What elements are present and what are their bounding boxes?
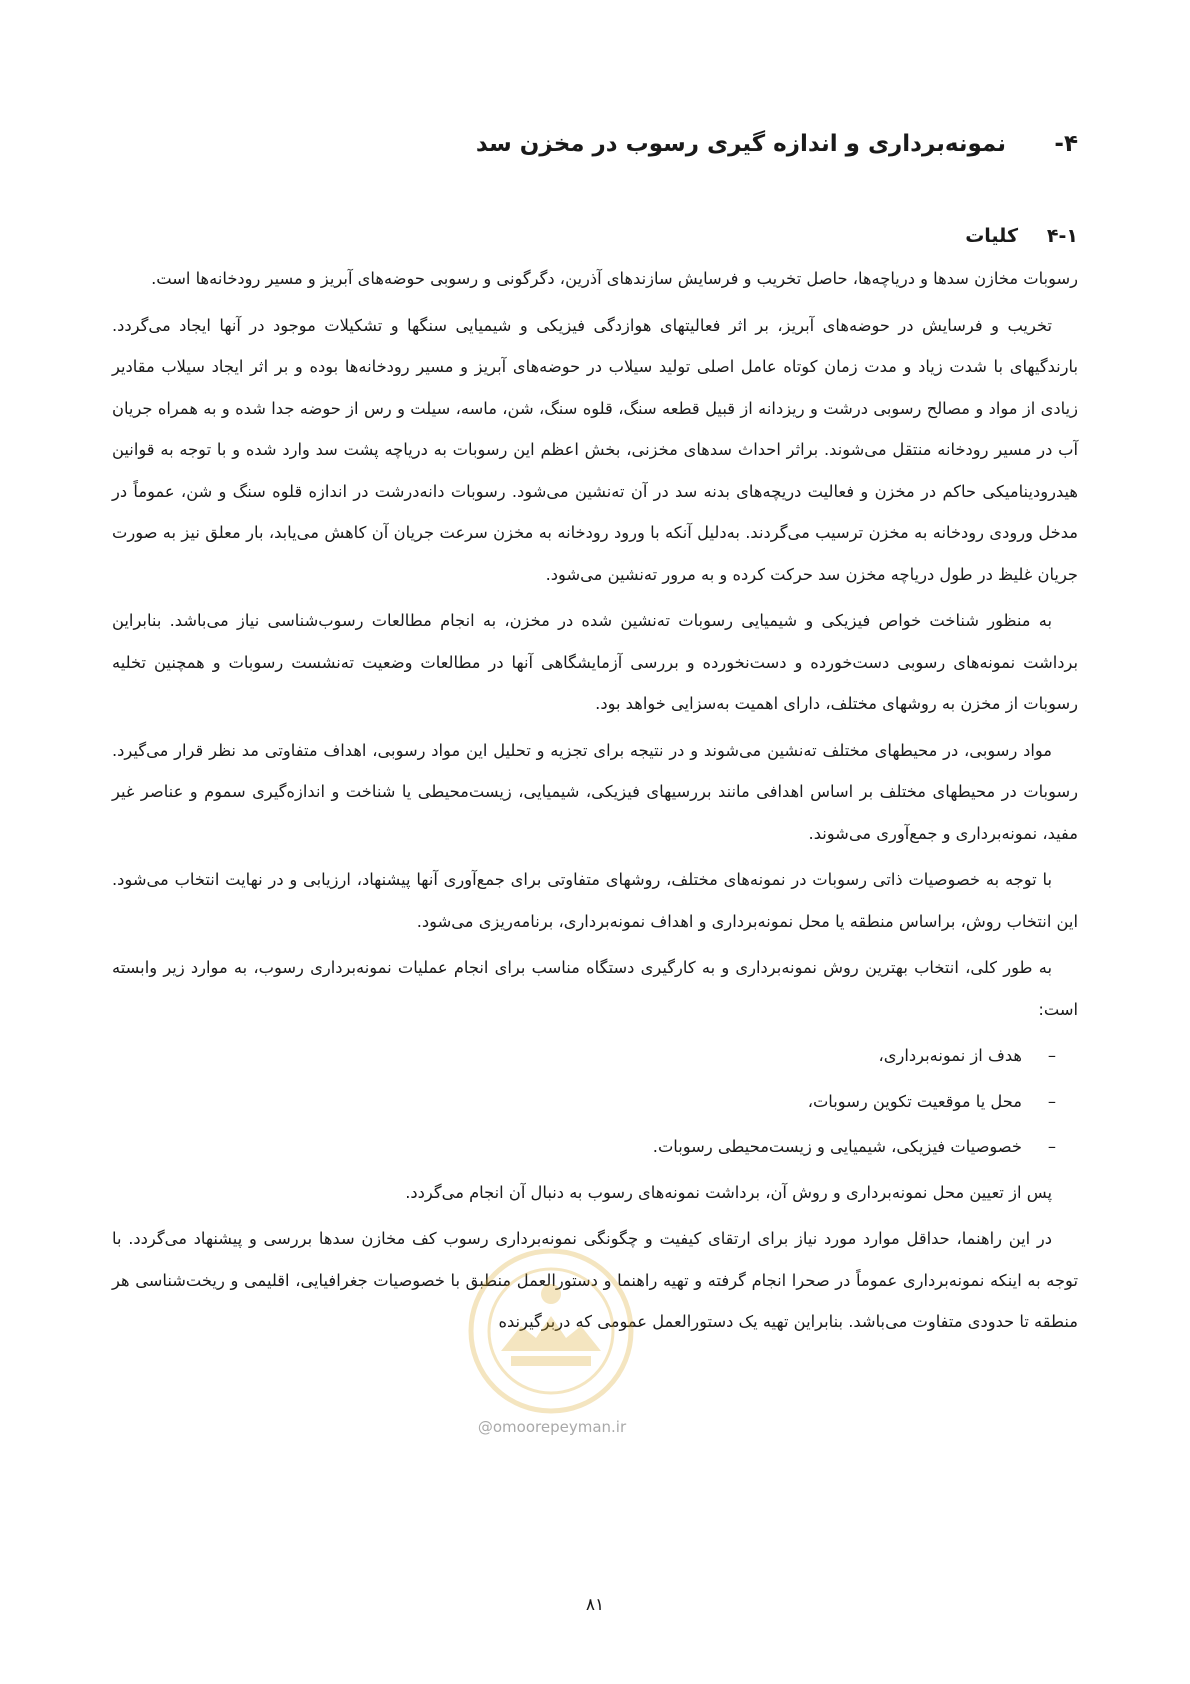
list-item xyxy=(112,1126,1056,1168)
section-heading xyxy=(112,220,1078,252)
paragraph-5: با توجه به خصوصیات ذاتی رسوبات در نمونه‌های مختلف، روشهای متفاوتی برای جمع‌آوری آنها پیشنهاد، ارزیابی و در نهایت انتخاب می‌شود. این انتخاب روش، براساس منطقه یا محل نمونه‌برداری و اهداف نمونه‌برداری، برنامه‌ریزی می‌شود. xyxy=(112,870,1078,931)
bullet-dash: – xyxy=(1047,1091,1056,1111)
bullet-text: خصوصیات فیزیکی، شیمیایی و زیست‌محیطی رسوبات. xyxy=(652,1137,1022,1156)
bullet-text: هدف از نمونه‌برداری، xyxy=(878,1046,1022,1065)
chapter-title: نمونه‌برداری و اندازه گیری رسوب در مخزن سد xyxy=(475,131,1006,157)
section-title: کلیات xyxy=(965,225,1018,247)
chapter-number: ۴- xyxy=(1054,131,1078,157)
paragraph-1: رسوبات مخازن سدها و دریاچه‌ها، حاصل تخریب و فرسایش سازندهای آذرین، دگرگونی و رسوبی حوضه‌های آبریز و مسیر رودخانه‌ها است. xyxy=(151,269,1078,288)
bullet-text: محل یا موقعیت تکوین رسوبات، xyxy=(807,1091,1022,1111)
page-number: ۸۱ xyxy=(585,1595,605,1615)
watermark-text: @omoorepeyman.ir xyxy=(477,1418,627,1436)
section-number: ۴-۱ xyxy=(1046,225,1078,247)
paragraph-6: به طور کلی، انتخاب بهترین روش نمونه‌برداری و به کارگیری دستگاه مناسب برای انجام عملیات نمونه‌برداری رسوب، به موارد زیر وابسته است: xyxy=(112,958,1078,1019)
paragraph-after-list: پس از تعیین محل نمونه‌برداری و روش آن، برداشت نمونه‌های رسوب به دنبال آن انجام می‌گردد. xyxy=(405,1182,1052,1202)
bullet-list xyxy=(112,1035,1078,1168)
list-item xyxy=(112,1081,1056,1123)
paragraph-2: تخریب و فرسایش در حوضه‌های آبریز، بر اثر فعالیتهای هوازدگی فیزیکی و شیمیایی سنگها و تشکیلات موجود در آنها ایجاد می‌گردد. بارندگیهای با شدت زیاد و مدت زمان کوتاه عامل اصلی تولید سیلاب در حوضه‌های آبریز و مسیر رودخانه‌ها بوده و بر اثر ایجاد سیلاب مقادیر زیادی از مواد و مصالح رسوبی درشت و ریزدانه از قبیل قطعه سنگ، قلوه سنگ، شن، ماسه، سیلت و رس از حوضه جدا شده و به همراه جریان آب در مسیر رودخانه منتقل می‌شوند. براثر احداث سدهای مخزنی، بخش اعظم این رسوبات به دریاچه پشت سد وارد شده و با توجه به قوانین هیدرودینامیکی حاکم در مخزن و فعالیت دریچه‌های بدنه سد در آن ته‌نشین می‌شود. رسوبات دانه‌درشت در اندازه قلوه سنگ و شن، عموماً در مدخل ورودی رودخانه به مخزن ترسیب می‌گردند. به‌دلیل آنکه با ورود رودخانه به مخزن سرعت جریان آن کاهش می‌یابد، بار معلق نیز به صورت جریان غلیظ در طول دریاچه مخزن سد حرکت کرده و به مرور ته‌نشین می‌شود. xyxy=(112,315,1078,584)
paragraph-3: به منظور شناخت خواص فیزیکی و شیمیایی رسوبات ته‌نشین شده در مخزن، به انجام مطالعات رسوب‌شناسی نیاز می‌باشد. بنابراین برداشت نمونه‌های رسوبی دست‌خورده و دست‌نخورده و بررسی آزمایشگاهی آنها در مطالعات وضعیت ته‌نشست رسوبات و همچنین تخلیه رسوبات از مخزن به روشهای مختلف، دارای اهمیت به‌سزایی خواهد بود. xyxy=(112,611,1078,713)
paragraph-final: در این راهنما، حداقل موارد مورد نیاز برای ارتقای کیفیت و چگونگی نمونه‌برداری رسوب کف مخازن سدها بررسی و پیشنهاد می‌گردد. با توجه به اینکه نمونه‌برداری عموماً در صحرا انجام گرفته و تهیه راهنما و دستورالعمل منطبق با خصوصیات جغرافیایی، اقلیمی و ریخت‌شناسی هر منطقه تا حدودی متفاوت می‌باشد. بنابراین تهیه یک دستورالعمل عمومی که دربرگیرنده xyxy=(112,1229,1078,1331)
chapter-heading xyxy=(112,128,1078,160)
bullet-dash: – xyxy=(1047,1137,1056,1156)
paragraph-4: مواد رسوبی، در محیطهای مختلف ته‌نشین می‌شوند و در نتیجه برای تجزیه و تحلیل این مواد رسوبی، اهداف متفاوتی مد نظر قرار می‌گیرد. رسوبات در محیطهای مختلف بر اساس اهدافی مانند بررسیهای فیزیکی، شیمیایی، زیست‌محیطی یا شناخت و اندازه‌گیری سموم و عناصر غیر مفید، نمونه‌برداری و جمع‌آوری می‌شوند. xyxy=(112,740,1078,843)
page-content xyxy=(112,128,1078,1348)
bullet-dash: – xyxy=(1047,1046,1056,1065)
list-item xyxy=(112,1035,1056,1077)
